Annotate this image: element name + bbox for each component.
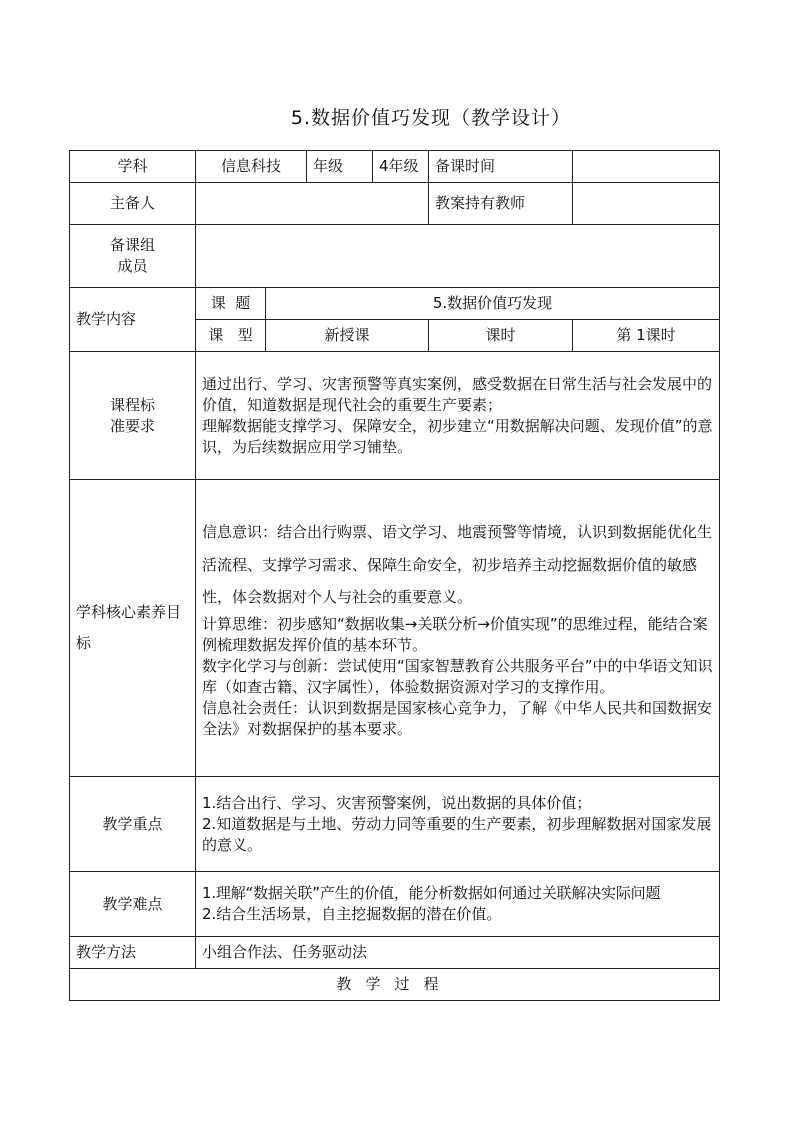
standard-paragraph-2: 理解数据能支撑学习、保障安全，初步建立“用数据解决问题、发现价值”的意识，为后续数据应用学习铺垫。	[202, 416, 713, 456]
lead-value	[196, 183, 429, 225]
topic-value: 5.数据价值巧发现	[266, 288, 720, 320]
literacy-content	[196, 480, 720, 777]
row-method	[70, 937, 720, 969]
lead-label: 主备人	[70, 183, 196, 225]
literacy-label: 学科核心素养目标	[70, 480, 196, 777]
group-label-line-1: 备课组	[109, 236, 155, 254]
page-title: 5.数据价值巧发现（教学设计）	[290, 107, 572, 129]
period-label: 课时	[429, 320, 573, 352]
subject-label: 学科	[70, 151, 196, 183]
row-process	[70, 969, 720, 1001]
row-topic	[70, 288, 720, 320]
holder-label: 教案持有教师	[429, 183, 573, 225]
difficult-point-2: 2.结合生活场景，自主挖掘数据的潜在价值。	[202, 905, 502, 923]
row-literacy	[70, 480, 720, 777]
key-label: 教学重点	[70, 777, 196, 872]
period-value: 第 1课时	[573, 320, 720, 352]
row-subject	[70, 151, 720, 183]
key-content	[196, 777, 720, 872]
prep-time-label: 备课时间	[429, 151, 573, 183]
difficult-point-1: 1.理解“数据关联”产生的价值，能分析数据如何通过关联解决实际问题	[202, 884, 661, 902]
standard-label-line-1: 课程标	[109, 395, 155, 414]
row-key-points	[70, 777, 720, 872]
difficult-content	[196, 872, 720, 937]
lesson-plan-table	[69, 150, 720, 1001]
topic-label: 课 题	[196, 288, 266, 320]
standard-label	[70, 352, 196, 480]
key-point-2: 2.知道数据是与土地、劳动力同等重要的生产要素，初步理解数据对国家发展的意义。	[202, 814, 712, 854]
difficult-label: 教学难点	[70, 872, 196, 937]
subject-value: 信息科技	[196, 151, 307, 183]
type-label: 课 型	[196, 320, 266, 352]
type-value: 新授课	[266, 320, 429, 352]
method-label: 教学方法	[70, 937, 196, 969]
literacy-paragraph-1: 信息意识：结合出行购票、语文学习、地震预警等情境，认识到数据能优化生活流程、支撑学习需求、保障生命安全，初步培养主动挖掘数据价值的敏感性，体会数据对个人与社会的重要意义。	[202, 523, 713, 607]
row-difficulties	[70, 872, 720, 937]
standard-content	[196, 352, 720, 480]
group-value	[196, 225, 720, 288]
group-label	[70, 225, 196, 288]
process-heading: 教学过程	[70, 969, 720, 1001]
literacy-paragraph-4: 信息社会责任：认识到数据是国家核心竞争力，了解《中华人民共和国数据安全法》对数据保护的基本要求。	[202, 698, 713, 738]
prep-time-value	[573, 151, 720, 183]
row-lead	[70, 183, 720, 225]
standard-label-line-2: 准要求	[109, 416, 155, 435]
literacy-paragraph-2: 计算思维：初步感知“数据收集→关联分析→价值实现”的思维过程，能结合案例梳理数据发挥价值的基本环节。	[202, 614, 708, 654]
method-value: 小组合作法、任务驱动法	[196, 937, 720, 969]
grade-label: 年级	[307, 151, 373, 183]
standard-paragraph-1: 通过出行、学习、灾害预警等真实案例，感受数据在日常生活与社会发展中的价值，知道数据是现代社会的重要生产要素；	[202, 374, 713, 414]
group-label-line-2: 成员	[117, 257, 148, 275]
grade-value: 4年级	[373, 151, 429, 183]
row-standard	[70, 352, 720, 480]
content-label: 教学内容	[70, 288, 196, 352]
row-group	[70, 225, 720, 288]
key-point-1: 1.结合出行、学习、灾害预警案例，说出数据的具体价值；	[202, 793, 592, 812]
literacy-paragraph-3: 数字化学习与创新：尝试使用“国家智慧教育公共服务平台”中的中华语文知识库（如查古籍、汉字属性），体验数据资源对学习的支撑作用。	[202, 656, 713, 696]
holder-value	[573, 183, 720, 225]
